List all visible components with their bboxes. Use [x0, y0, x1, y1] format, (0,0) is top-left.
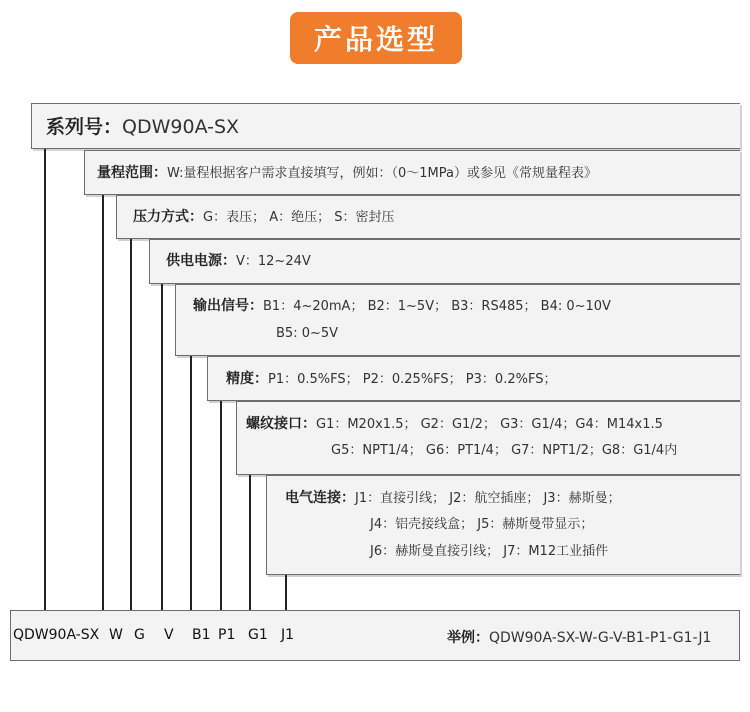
thread-box: [236, 401, 740, 475]
connector-line-series: [44, 149, 46, 610]
output-box: [175, 284, 740, 356]
code-pressure: G: [134, 627, 145, 643]
output-line-1: B1：4~20mA； B2：1~5V； B3：RS485； B4: 0~10V: [263, 299, 611, 314]
accuracy-box: [207, 356, 740, 401]
electric-box: [266, 475, 740, 575]
code-series: QDW90A-SX: [13, 627, 100, 643]
range-value: W:量程根据客户需求直接填写，例如：（0～1MPa）或参见《常规量程表》: [167, 166, 597, 181]
thread-label: 螺纹接口：: [246, 416, 316, 432]
electric-line-1: J1：直接引线； J2：航空插座； J3：赫斯曼；: [355, 491, 621, 506]
example: [447, 627, 711, 647]
example-value: QDW90A-SX-W-G-V-B1-P1-G1-J1: [489, 630, 712, 646]
power-value: V：12~24V: [236, 254, 311, 269]
range-label: 量程范围：: [97, 165, 167, 181]
output-label: 输出信号：: [193, 298, 263, 314]
pressure-box: [116, 195, 740, 239]
accuracy-label: 精度：: [226, 371, 268, 387]
code-power: V: [164, 627, 174, 643]
series-value: QDW90A-SX: [122, 116, 240, 138]
connector-line-range: [102, 195, 104, 610]
thread-line-1: G1：M20x1.5； G2：G1/2； G3：G1/4；G4：M14x1.5: [316, 417, 663, 432]
code-accuracy: P1: [218, 627, 236, 643]
electric-label: 电气连接：: [285, 490, 355, 506]
code-electric: J1: [281, 627, 295, 643]
model-code-bar: [10, 610, 740, 661]
example-label: 举例：: [447, 630, 489, 646]
electric-line-2: J4：铝壳接线盒； J5：赫斯曼带显示；: [370, 517, 594, 532]
connector-line-accuracy: [220, 401, 222, 610]
pressure-value: G：表压； A：绝压； S：密封压: [203, 210, 395, 225]
connector-line-power: [161, 284, 163, 610]
pressure-label: 压力方式：: [133, 209, 203, 225]
range-box: [84, 150, 740, 195]
page-title: 产品选型: [290, 12, 462, 64]
code-range: W: [109, 627, 123, 643]
series-box: [31, 103, 740, 149]
connector-line-thread: [249, 475, 251, 610]
output-line-2: B5: 0~5V: [276, 326, 339, 341]
power-box: [149, 239, 740, 284]
thread-line-2: G5：NPT1/4； G6：PT1/4； G7：NPT1/2；G8：G1/4内: [331, 443, 678, 458]
connector-line-output: [190, 356, 192, 610]
electric-line-3: J6：赫斯曼直接引线； J7：M12工业插件: [370, 544, 609, 559]
power-label: 供电电源：: [166, 253, 236, 269]
accuracy-value: P1：0.5%FS； P2：0.25%FS； P3：0.2%FS；: [268, 372, 557, 387]
connector-line-pressure: [130, 239, 132, 610]
connector-line-electric: [285, 575, 287, 610]
series-label: 系列号：: [46, 116, 123, 138]
code-output: B1: [192, 627, 211, 643]
code-thread: G1: [248, 627, 268, 643]
